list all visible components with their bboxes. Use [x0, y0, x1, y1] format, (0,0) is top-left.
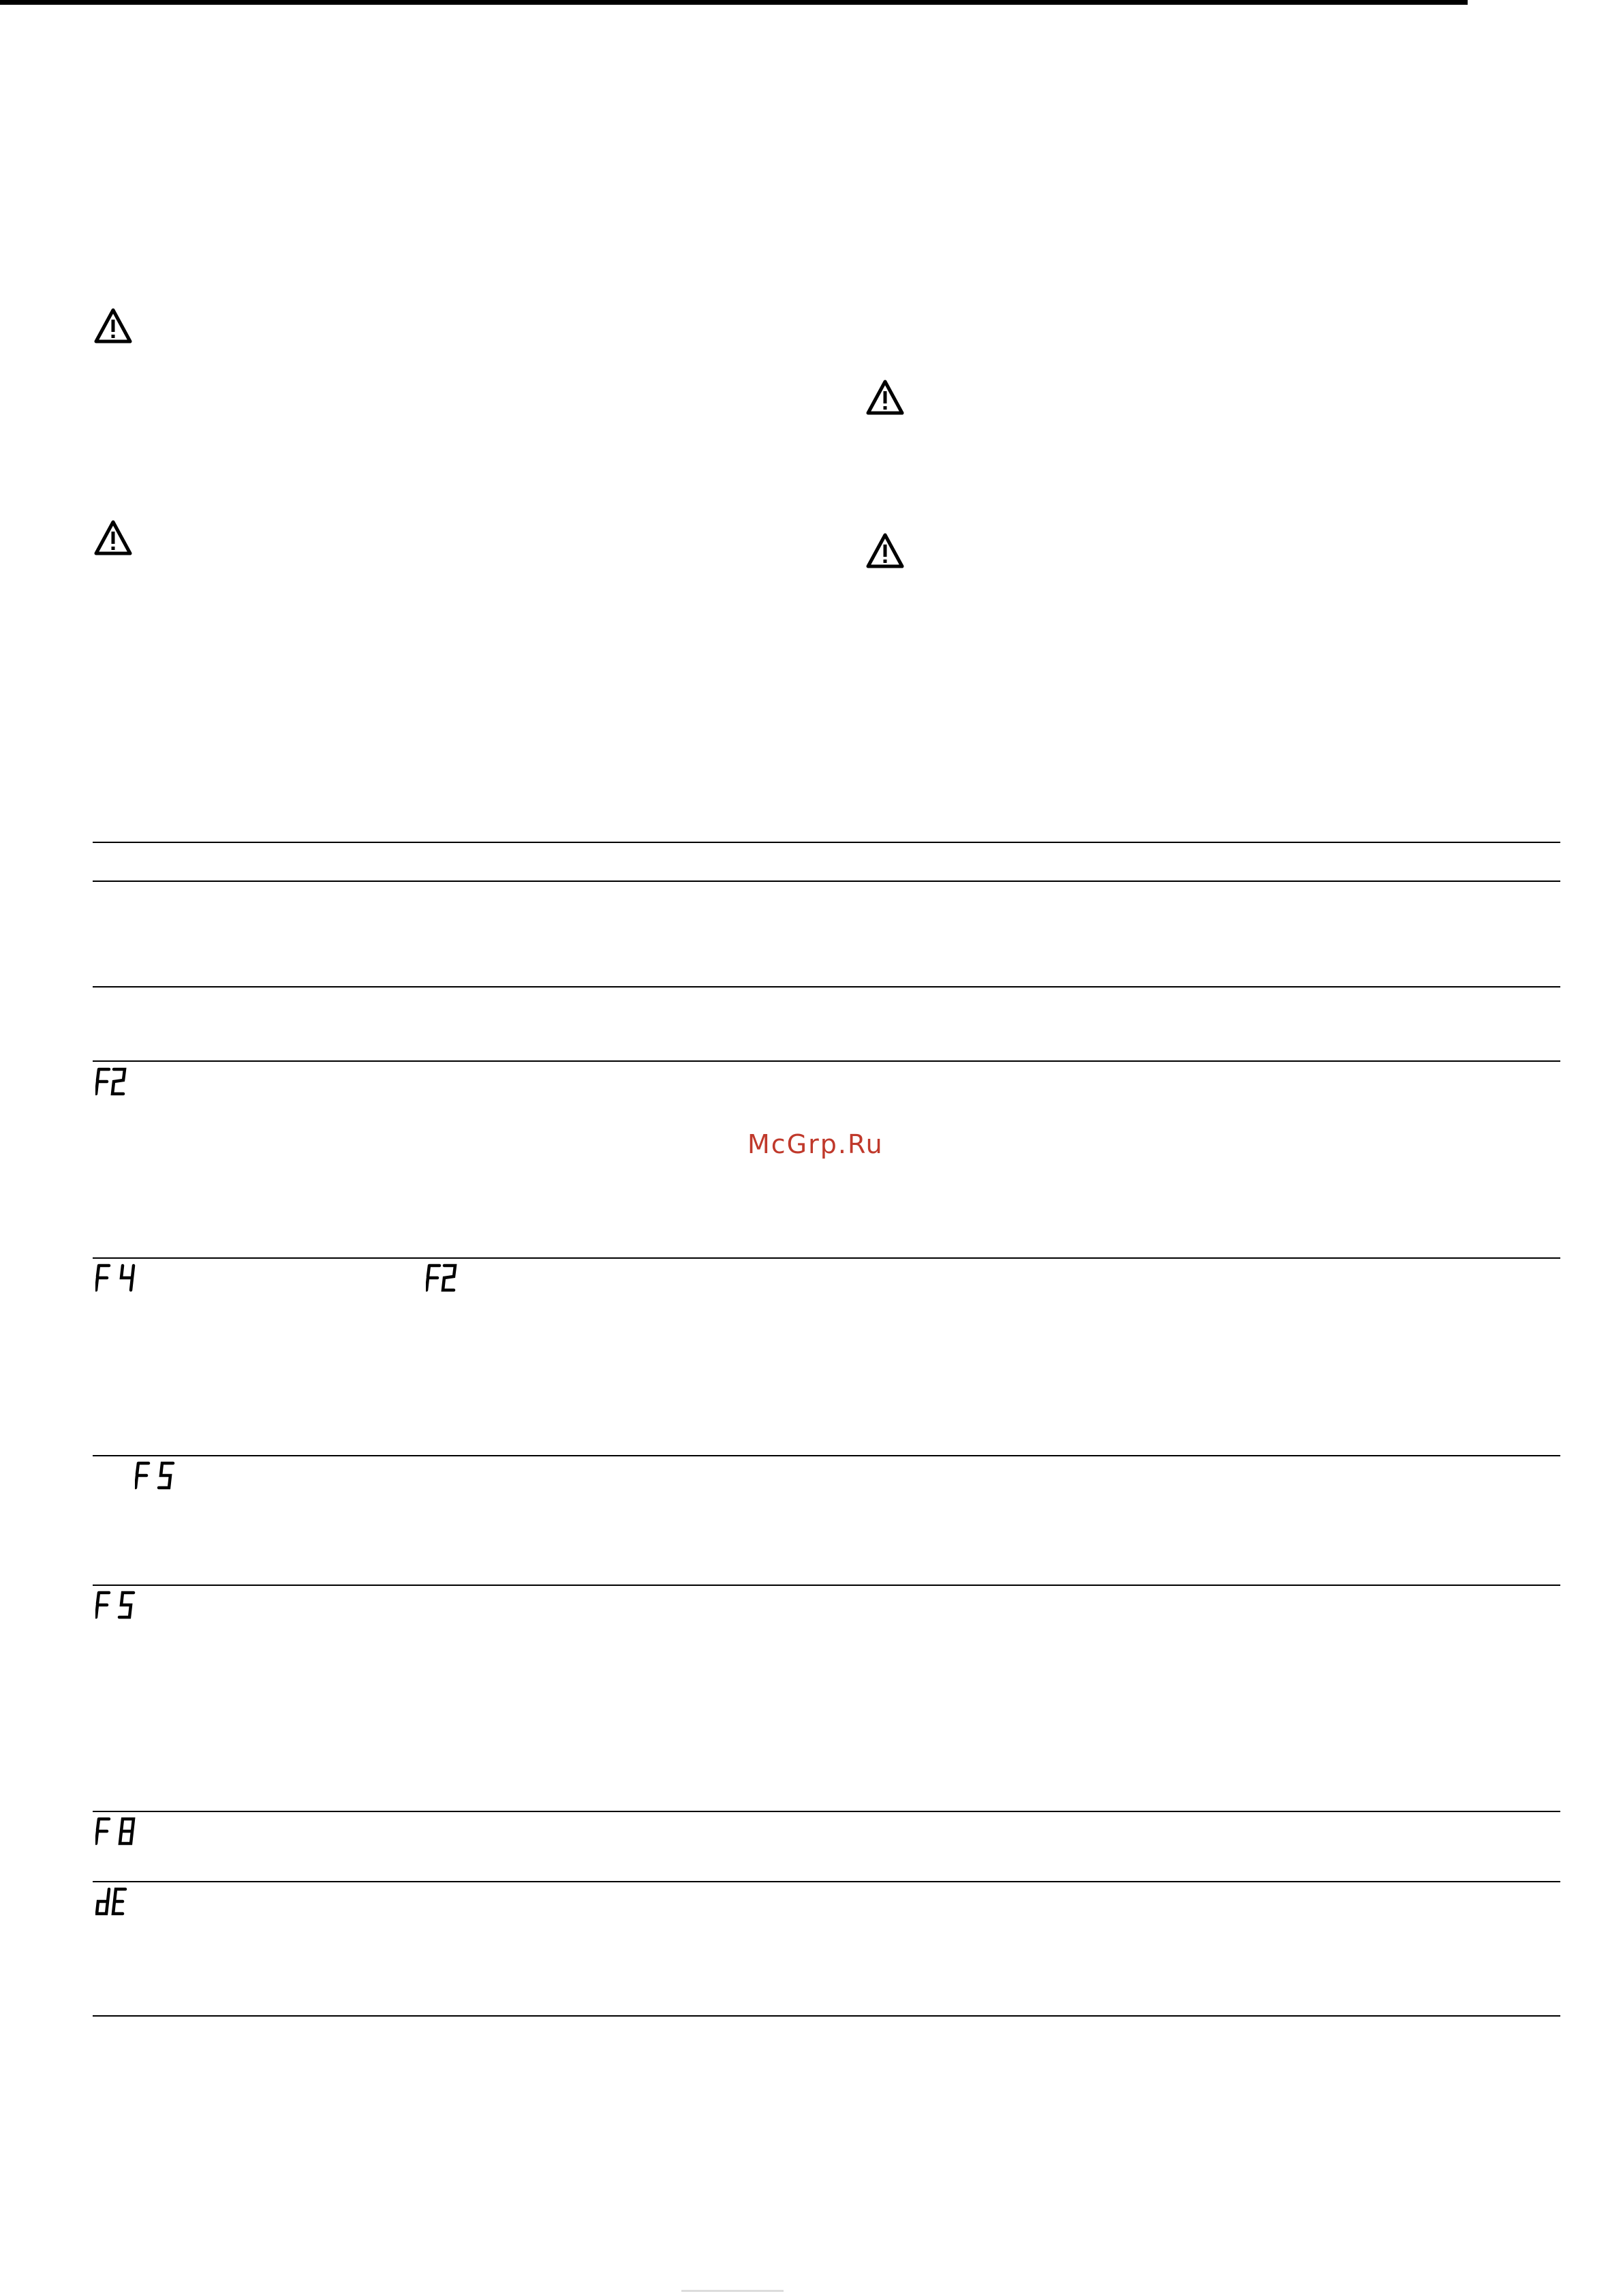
- table-header-rule: [93, 881, 1560, 882]
- watermark-text: McGrp.Ru: [747, 1129, 884, 1159]
- footer-mark: [681, 2290, 784, 2292]
- table-bottom-rule: [93, 2015, 1560, 2017]
- error-code-dE: [95, 1886, 129, 1916]
- table-row-rule: [93, 1455, 1560, 1456]
- warning-triangle-icon: [865, 532, 905, 569]
- warning-triangle-icon: [93, 519, 133, 556]
- table-top-rule: [93, 842, 1560, 843]
- error-code-F2-inline: [426, 1263, 460, 1293]
- error-code-F2: [95, 1067, 129, 1097]
- error-code-F4: [95, 1263, 138, 1293]
- error-code-F8: [95, 1816, 138, 1846]
- table-row-rule: [93, 1257, 1560, 1259]
- warning-triangle-icon: [93, 307, 133, 344]
- table-row-rule: [93, 1881, 1560, 1882]
- error-code-F5-indented: [135, 1460, 177, 1490]
- warning-triangle-icon: [865, 379, 905, 416]
- error-code-F5: [95, 1590, 138, 1620]
- header-rule: [0, 0, 1468, 5]
- table-row-rule: [93, 1060, 1560, 1062]
- table-row-rule: [93, 1811, 1560, 1812]
- table-row-rule: [93, 986, 1560, 988]
- table-row-rule: [93, 1585, 1560, 1586]
